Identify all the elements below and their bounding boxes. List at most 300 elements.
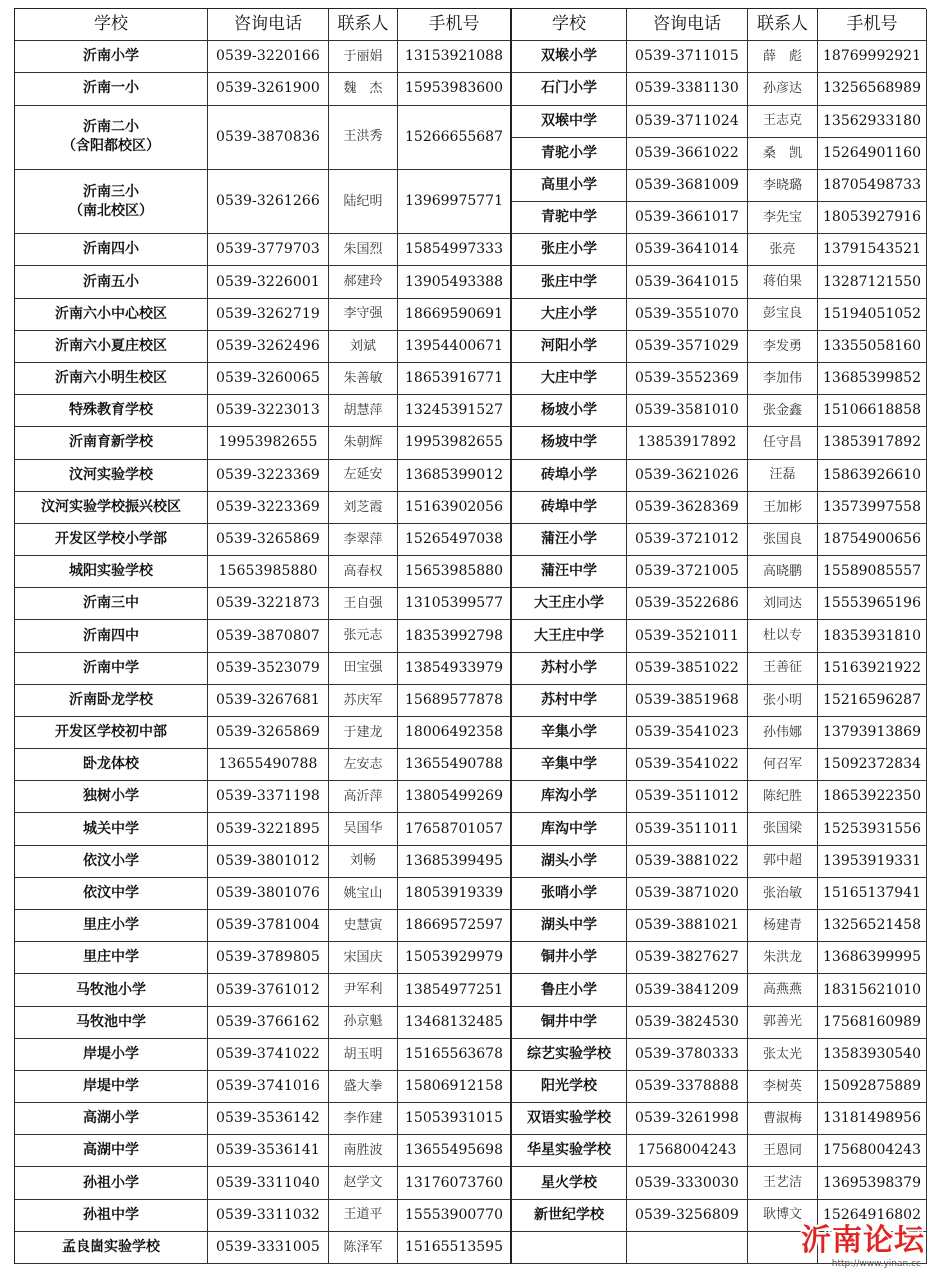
school-name-cell: 青驼中学 xyxy=(512,202,627,234)
school-name-cell: 马牧池中学 xyxy=(15,1007,208,1039)
contact-person-cell: 张太光 xyxy=(748,1039,818,1071)
school-name-cell: 汶河实验学校振兴校区 xyxy=(15,492,208,524)
mobile-number-cell: 15253931556 xyxy=(818,813,927,845)
contact-person-cell: 李晓璐 xyxy=(748,170,818,202)
mobile-number-cell: 18669572597 xyxy=(398,910,512,942)
consult-phone-cell: 0539-3262496 xyxy=(208,331,329,363)
school-name-cell: 沂南四中 xyxy=(15,620,208,652)
contact-person-cell: 汪磊 xyxy=(748,460,818,492)
school-name-cell: 杨坡中学 xyxy=(512,427,627,459)
contact-person-cell: 曹淑梅 xyxy=(748,1103,818,1135)
contact-person-cell: 桑 凯 xyxy=(748,138,818,170)
consult-phone-cell: 0539-3801076 xyxy=(208,878,329,910)
contact-person-cell: 张国良 xyxy=(748,524,818,556)
school-name-cell: 独树小学 xyxy=(15,781,208,813)
consult-phone-cell: 0539-3536141 xyxy=(208,1135,329,1167)
consult-phone-cell: 0539-3741022 xyxy=(208,1039,329,1071)
school-name-cell: 高里小学 xyxy=(512,170,627,202)
consult-phone-cell: 0539-3330030 xyxy=(627,1167,748,1199)
contact-person-cell: 高沂萍 xyxy=(329,781,398,813)
contact-person-cell: 朱善敏 xyxy=(329,363,398,395)
school-name-cell: 孙祖小学 xyxy=(15,1167,208,1199)
consult-phone-cell: 0539-3511012 xyxy=(627,781,748,813)
school-name-cell: 沂南二小 （含阳都校区） xyxy=(15,106,208,170)
contact-person-cell: 孙伟娜 xyxy=(748,717,818,749)
consult-phone-cell: 19953982655 xyxy=(208,427,329,459)
header-consult-phone: 咨询电话 xyxy=(208,9,329,41)
school-name-cell: 杨坡小学 xyxy=(512,395,627,427)
consult-phone-cell: 0539-3581010 xyxy=(627,395,748,427)
school-name-cell: 高湖中学 xyxy=(15,1135,208,1167)
mobile-number-cell: 13685399012 xyxy=(398,460,512,492)
mobile-number-cell: 13245391527 xyxy=(398,395,512,427)
contact-person-cell: 李加伟 xyxy=(748,363,818,395)
school-name-cell: 大王庄小学 xyxy=(512,588,627,620)
school-name-cell: 辛集小学 xyxy=(512,717,627,749)
contact-person-cell: 孙彦达 xyxy=(748,73,818,105)
mobile-number-cell: 18754900656 xyxy=(818,524,927,556)
consult-phone-cell: 0539-3870807 xyxy=(208,620,329,652)
contact-person-cell: 杜以专 xyxy=(748,620,818,652)
school-name-cell: 沂南中学 xyxy=(15,653,208,685)
mobile-number-cell: 13695398379 xyxy=(818,1167,927,1199)
mobile-number-cell: 15264901160 xyxy=(818,138,927,170)
empty-cell xyxy=(512,1232,627,1264)
mobile-number-cell: 15953983600 xyxy=(398,73,512,105)
consult-phone-cell: 0539-3541023 xyxy=(627,717,748,749)
consult-phone-cell: 0539-3721012 xyxy=(627,524,748,556)
contact-person-cell: 陈纪胜 xyxy=(748,781,818,813)
mobile-number-cell: 15806912158 xyxy=(398,1071,512,1103)
consult-phone-cell: 0539-3801012 xyxy=(208,846,329,878)
mobile-number-cell: 13805499269 xyxy=(398,781,512,813)
school-name-cell: 苏村中学 xyxy=(512,685,627,717)
school-name-cell: 张庄中学 xyxy=(512,266,627,298)
school-name-cell: 双堠中学 xyxy=(512,106,627,138)
mobile-number-cell: 18669590691 xyxy=(398,299,512,331)
mobile-number-cell: 13905493388 xyxy=(398,266,512,298)
mobile-number-cell: 13176073760 xyxy=(398,1167,512,1199)
mobile-number-cell: 18653916771 xyxy=(398,363,512,395)
mobile-number-cell: 13153921088 xyxy=(398,41,512,73)
mobile-number-cell: 15653985880 xyxy=(398,556,512,588)
contact-person-cell: 史慧寅 xyxy=(329,910,398,942)
consult-phone-cell: 0539-3851968 xyxy=(627,685,748,717)
consult-phone-cell: 0539-3261900 xyxy=(208,73,329,105)
contact-person-cell: 王自强 xyxy=(329,588,398,620)
consult-phone-cell: 0539-3779703 xyxy=(208,234,329,266)
header-mobile-number: 手机号 xyxy=(398,9,512,41)
school-name-cell: 双堠小学 xyxy=(512,41,627,73)
contact-person-cell: 高晓鹏 xyxy=(748,556,818,588)
school-name-cell: 大王庄中学 xyxy=(512,620,627,652)
school-name-cell: 孟良崮实验学校 xyxy=(15,1232,208,1264)
school-name-cell: 开发区学校小学部 xyxy=(15,524,208,556)
contact-person-cell: 郭中超 xyxy=(748,846,818,878)
mobile-number-cell: 18053927916 xyxy=(818,202,927,234)
contact-person-cell: 王善征 xyxy=(748,653,818,685)
consult-phone-cell: 0539-3331005 xyxy=(208,1232,329,1264)
school-name-cell: 砖埠小学 xyxy=(512,460,627,492)
contact-person-cell: 张国梁 xyxy=(748,813,818,845)
mobile-number-cell: 18705498733 xyxy=(818,170,927,202)
contact-person-cell: 尹军利 xyxy=(329,974,398,1006)
mobile-number-cell: 13853917892 xyxy=(818,427,927,459)
school-name-cell: 岸堤小学 xyxy=(15,1039,208,1071)
contact-person-cell: 任守昌 xyxy=(748,427,818,459)
school-name-cell: 华星实验学校 xyxy=(512,1135,627,1167)
school-name-cell: 沂南卧龙学校 xyxy=(15,685,208,717)
consult-phone-cell: 0539-3781004 xyxy=(208,910,329,942)
mobile-number-cell: 17568160989 xyxy=(818,1007,927,1039)
school-name-cell: 沂南六小中心校区 xyxy=(15,299,208,331)
school-name-cell: 辛集中学 xyxy=(512,749,627,781)
school-name-cell: 沂南育新学校 xyxy=(15,427,208,459)
consult-phone-cell: 0539-3262719 xyxy=(208,299,329,331)
school-name-cell: 阳光学校 xyxy=(512,1071,627,1103)
consult-phone-cell: 13655490788 xyxy=(208,749,329,781)
mobile-number-cell: 15689577878 xyxy=(398,685,512,717)
mobile-number-cell: 18769992921 xyxy=(818,41,927,73)
mobile-number-cell: 13791543521 xyxy=(818,234,927,266)
contact-person-cell: 朱朝辉 xyxy=(329,427,398,459)
school-name-cell: 马牧池小学 xyxy=(15,974,208,1006)
contact-person-cell: 陈泽军 xyxy=(329,1232,398,1264)
contact-person-cell: 魏 杰 xyxy=(329,73,398,105)
school-name-cell: 库沟小学 xyxy=(512,781,627,813)
mobile-number-cell: 15863926610 xyxy=(818,460,927,492)
mobile-number-cell: 15163921922 xyxy=(818,653,927,685)
contact-person-cell: 宋国庆 xyxy=(329,942,398,974)
consult-phone-cell: 0539-3511011 xyxy=(627,813,748,845)
mobile-number-cell: 13685399495 xyxy=(398,846,512,878)
header-contact-person: 联系人 xyxy=(748,9,818,41)
contact-person-cell: 李先宝 xyxy=(748,202,818,234)
school-name-cell: 张哨小学 xyxy=(512,878,627,910)
school-name-cell: 张庄小学 xyxy=(512,234,627,266)
contact-person-cell: 张亮 xyxy=(748,234,818,266)
consult-phone-cell: 0539-3265869 xyxy=(208,524,329,556)
header-mobile-number: 手机号 xyxy=(818,9,927,41)
contact-person-cell: 田宝强 xyxy=(329,653,398,685)
contact-person-cell: 杨建青 xyxy=(748,910,818,942)
mobile-number-cell: 13953919331 xyxy=(818,846,927,878)
mobile-number-cell: 13655490788 xyxy=(398,749,512,781)
contact-person-cell: 苏庆军 xyxy=(329,685,398,717)
consult-phone-cell: 0539-3311032 xyxy=(208,1200,329,1232)
contact-person-cell: 张治敏 xyxy=(748,878,818,910)
mobile-number-cell: 15092372834 xyxy=(818,749,927,781)
mobile-number-cell: 15165563678 xyxy=(398,1039,512,1071)
consult-phone-cell: 0539-3628369 xyxy=(627,492,748,524)
consult-phone-cell: 0539-3881021 xyxy=(627,910,748,942)
mobile-number-cell: 18353992798 xyxy=(398,620,512,652)
mobile-number-cell: 15092875889 xyxy=(818,1071,927,1103)
consult-phone-cell: 0539-3371198 xyxy=(208,781,329,813)
school-name-cell: 里庄小学 xyxy=(15,910,208,942)
contact-person-cell: 刘斌 xyxy=(329,331,398,363)
consult-phone-cell: 0539-3711015 xyxy=(627,41,748,73)
consult-phone-cell: 0539-3223013 xyxy=(208,395,329,427)
mobile-number-cell: 15106618858 xyxy=(818,395,927,427)
contact-person-cell: 薛 彪 xyxy=(748,41,818,73)
consult-phone-cell: 0539-3681009 xyxy=(627,170,748,202)
contact-person-cell: 高春权 xyxy=(329,556,398,588)
header-contact-person: 联系人 xyxy=(329,9,398,41)
consult-phone-cell: 0539-3641015 xyxy=(627,266,748,298)
contact-person-cell: 蒋伯果 xyxy=(748,266,818,298)
mobile-number-cell: 13854933979 xyxy=(398,653,512,685)
contact-person-cell: 赵学文 xyxy=(329,1167,398,1199)
mobile-number-cell: 15163902056 xyxy=(398,492,512,524)
contact-person-cell: 王恩同 xyxy=(748,1135,818,1167)
mobile-number-cell: 13105399577 xyxy=(398,588,512,620)
consult-phone-cell: 0539-3641014 xyxy=(627,234,748,266)
consult-phone-cell: 0539-3780333 xyxy=(627,1039,748,1071)
consult-phone-cell: 0539-3378888 xyxy=(627,1071,748,1103)
school-name-cell: 大庄小学 xyxy=(512,299,627,331)
school-name-cell: 铜井中学 xyxy=(512,1007,627,1039)
consult-phone-cell: 0539-3536142 xyxy=(208,1103,329,1135)
school-name-cell: 鲁庄小学 xyxy=(512,974,627,1006)
contact-person-cell: 胡慧萍 xyxy=(329,395,398,427)
contact-person-cell: 李发勇 xyxy=(748,331,818,363)
consult-phone-cell: 0539-3870836 xyxy=(208,106,329,170)
school-name-cell: 沂南一小 xyxy=(15,73,208,105)
contact-person-cell: 王志克 xyxy=(748,106,818,138)
consult-phone-cell: 0539-3265869 xyxy=(208,717,329,749)
mobile-number-cell: 15053929979 xyxy=(398,942,512,974)
school-name-cell: 高湖小学 xyxy=(15,1103,208,1135)
consult-phone-cell: 0539-3261998 xyxy=(627,1103,748,1135)
consult-phone-cell: 0539-3824530 xyxy=(627,1007,748,1039)
mobile-number-cell: 17658701057 xyxy=(398,813,512,845)
school-contact-table xyxy=(14,8,926,1264)
mobile-number-cell: 13854977251 xyxy=(398,974,512,1006)
contact-person-cell: 张小明 xyxy=(748,685,818,717)
forum-watermark: 沂南论坛 xyxy=(801,1223,925,1258)
school-name-cell: 依汶小学 xyxy=(15,846,208,878)
consult-phone-cell: 0539-3523079 xyxy=(208,653,329,685)
consult-phone-cell: 0539-3381130 xyxy=(627,73,748,105)
contact-person-cell: 李翠萍 xyxy=(329,524,398,556)
school-name-cell: 蒲汪中学 xyxy=(512,556,627,588)
mobile-number-cell: 19953982655 xyxy=(398,427,512,459)
contact-person-cell: 左延安 xyxy=(329,460,398,492)
school-name-cell: 铜井小学 xyxy=(512,942,627,974)
consult-phone-cell: 0539-3621026 xyxy=(627,460,748,492)
mobile-number-cell: 13685399852 xyxy=(818,363,927,395)
mobile-number-cell: 18653922350 xyxy=(818,781,927,813)
school-name-cell: 砖埠中学 xyxy=(512,492,627,524)
school-name-cell: 双语实验学校 xyxy=(512,1103,627,1135)
contact-person-cell: 南胜波 xyxy=(329,1135,398,1167)
mobile-number-cell: 15553965196 xyxy=(818,588,927,620)
consult-phone-cell: 0539-3267681 xyxy=(208,685,329,717)
mobile-number-cell: 15265497038 xyxy=(398,524,512,556)
consult-phone-cell: 0539-3223369 xyxy=(208,460,329,492)
mobile-number-cell: 18053919339 xyxy=(398,878,512,910)
empty-cell xyxy=(627,1232,748,1264)
school-name-cell: 库沟中学 xyxy=(512,813,627,845)
school-name-cell: 开发区学校初中部 xyxy=(15,717,208,749)
school-name-cell: 沂南四小 xyxy=(15,234,208,266)
consult-phone-cell: 0539-3766162 xyxy=(208,1007,329,1039)
mobile-number-cell: 13355058160 xyxy=(818,331,927,363)
contact-person-cell: 姚宝山 xyxy=(329,878,398,910)
school-name-cell: 城阳实验学校 xyxy=(15,556,208,588)
school-name-cell: 河阳小学 xyxy=(512,331,627,363)
consult-phone-cell: 0539-3552369 xyxy=(627,363,748,395)
school-name-cell: 综艺实验学校 xyxy=(512,1039,627,1071)
mobile-number-cell: 15165137941 xyxy=(818,878,927,910)
consult-phone-cell: 0539-3661017 xyxy=(627,202,748,234)
contact-person-cell: 于建龙 xyxy=(329,717,398,749)
consult-phone-cell: 0539-3521011 xyxy=(627,620,748,652)
consult-phone-cell: 0539-3789805 xyxy=(208,942,329,974)
mobile-number-cell: 15216596287 xyxy=(818,685,927,717)
school-name-cell: 沂南三小 （南北校区） xyxy=(15,170,208,234)
header-school-name: 学校 xyxy=(15,9,208,41)
contact-person-cell: 张元志 xyxy=(329,620,398,652)
contact-person-cell: 孙京魁 xyxy=(329,1007,398,1039)
school-name-cell: 新世纪学校 xyxy=(512,1200,627,1232)
consult-phone-cell: 0539-3841209 xyxy=(627,974,748,1006)
school-name-cell: 卧龙体校 xyxy=(15,749,208,781)
school-name-cell: 依汶中学 xyxy=(15,878,208,910)
mobile-number-cell: 15266655687 xyxy=(398,106,512,170)
consult-phone-cell: 0539-3226001 xyxy=(208,266,329,298)
contact-person-cell: 陆纪明 xyxy=(329,170,398,234)
forum-watermark-url: http://www.yinan.cc xyxy=(831,1259,921,1269)
contact-person-cell: 何召军 xyxy=(748,749,818,781)
contact-person-cell: 彭宝良 xyxy=(748,299,818,331)
school-name-cell: 湖头小学 xyxy=(512,846,627,878)
school-name-cell: 苏村小学 xyxy=(512,653,627,685)
mobile-number-cell: 18006492358 xyxy=(398,717,512,749)
school-name-cell: 沂南小学 xyxy=(15,41,208,73)
consult-phone-cell: 0539-3541022 xyxy=(627,749,748,781)
mobile-number-cell: 13969975771 xyxy=(398,170,512,234)
mobile-number-cell: 15165513595 xyxy=(398,1232,512,1264)
school-name-cell: 汶河实验学校 xyxy=(15,460,208,492)
school-name-cell: 蒲汪小学 xyxy=(512,524,627,556)
contact-person-cell: 于丽娟 xyxy=(329,41,398,73)
mobile-number-cell: 13468132485 xyxy=(398,1007,512,1039)
contact-person-cell: 郭善光 xyxy=(748,1007,818,1039)
school-name-cell: 大庄中学 xyxy=(512,363,627,395)
school-name-cell: 特殊教育学校 xyxy=(15,395,208,427)
school-name-cell: 沂南六小明生校区 xyxy=(15,363,208,395)
mobile-number-cell: 13256568989 xyxy=(818,73,927,105)
header-consult-phone: 咨询电话 xyxy=(627,9,748,41)
contact-person-cell: 刘同达 xyxy=(748,588,818,620)
contact-person-cell: 朱洪龙 xyxy=(748,942,818,974)
contact-person-cell: 高燕燕 xyxy=(748,974,818,1006)
mobile-number-cell: 17568004243 xyxy=(818,1135,927,1167)
consult-phone-cell: 0539-3851022 xyxy=(627,653,748,685)
mobile-number-cell: 18315621010 xyxy=(818,974,927,1006)
consult-phone-cell: 0539-3871020 xyxy=(627,878,748,910)
consult-phone-cell: 0539-3220166 xyxy=(208,41,329,73)
mobile-number-cell: 13256521458 xyxy=(818,910,927,942)
consult-phone-cell: 0539-3256809 xyxy=(627,1200,748,1232)
consult-phone-cell: 0539-3827627 xyxy=(627,942,748,974)
mobile-number-cell: 13954400671 xyxy=(398,331,512,363)
contact-person-cell: 左安志 xyxy=(329,749,398,781)
school-name-cell: 沂南五小 xyxy=(15,266,208,298)
contact-person-cell: 李守强 xyxy=(329,299,398,331)
consult-phone-cell: 17568004243 xyxy=(627,1135,748,1167)
mobile-number-cell: 13573997558 xyxy=(818,492,927,524)
header-school-name: 学校 xyxy=(512,9,627,41)
consult-phone-cell: 0539-3260065 xyxy=(208,363,329,395)
school-name-cell: 孙祖中学 xyxy=(15,1200,208,1232)
consult-phone-cell: 0539-3721005 xyxy=(627,556,748,588)
mobile-number-cell: 15053931015 xyxy=(398,1103,512,1135)
mobile-number-cell: 15553900770 xyxy=(398,1200,512,1232)
consult-phone-cell: 0539-3711024 xyxy=(627,106,748,138)
contact-person-cell: 张金鑫 xyxy=(748,395,818,427)
mobile-number-cell: 15194051052 xyxy=(818,299,927,331)
mobile-number-cell: 13655495698 xyxy=(398,1135,512,1167)
contact-person-cell: 李作建 xyxy=(329,1103,398,1135)
school-name-cell: 里庄中学 xyxy=(15,942,208,974)
consult-phone-cell: 0539-3661022 xyxy=(627,138,748,170)
mobile-number-cell: 13686399995 xyxy=(818,942,927,974)
consult-phone-cell: 0539-3741016 xyxy=(208,1071,329,1103)
school-name-cell: 青驼小学 xyxy=(512,138,627,170)
mobile-number-cell: 13562933180 xyxy=(818,106,927,138)
contact-person-cell: 朱国烈 xyxy=(329,234,398,266)
mobile-number-cell: 13793913869 xyxy=(818,717,927,749)
consult-phone-cell: 0539-3221873 xyxy=(208,588,329,620)
contact-person-cell: 胡玉明 xyxy=(329,1039,398,1071)
consult-phone-cell: 0539-3522686 xyxy=(627,588,748,620)
mobile-number-cell: 18353931810 xyxy=(818,620,927,652)
consult-phone-cell: 15653985880 xyxy=(208,556,329,588)
consult-phone-cell: 0539-3761012 xyxy=(208,974,329,1006)
consult-phone-cell: 0539-3571029 xyxy=(627,331,748,363)
contact-person-cell: 王加彬 xyxy=(748,492,818,524)
mobile-number-cell: 13583930540 xyxy=(818,1039,927,1071)
contact-person-cell: 王艺洁 xyxy=(748,1167,818,1199)
consult-phone-cell: 13853917892 xyxy=(627,427,748,459)
consult-phone-cell: 0539-3551070 xyxy=(627,299,748,331)
school-name-cell: 沂南三中 xyxy=(15,588,208,620)
consult-phone-cell: 0539-3223369 xyxy=(208,492,329,524)
mobile-number-cell: 15589085557 xyxy=(818,556,927,588)
consult-phone-cell: 0539-3261266 xyxy=(208,170,329,234)
contact-person-cell: 王道平 xyxy=(329,1200,398,1232)
contact-person-cell: 耿博文 xyxy=(748,1200,818,1232)
consult-phone-cell: 0539-3311040 xyxy=(208,1167,329,1199)
school-name-cell: 湖头中学 xyxy=(512,910,627,942)
school-name-cell: 石门小学 xyxy=(512,73,627,105)
contact-person-cell: 盛大拳 xyxy=(329,1071,398,1103)
school-name-cell: 城关中学 xyxy=(15,813,208,845)
contact-person-cell: 王洪秀 xyxy=(329,106,398,170)
contact-person-cell: 刘芝霞 xyxy=(329,492,398,524)
mobile-number-cell: 13181498956 xyxy=(818,1103,927,1135)
contact-person-cell: 李树英 xyxy=(748,1071,818,1103)
school-name-cell: 沂南六小夏庄校区 xyxy=(15,331,208,363)
school-name-cell: 星火学校 xyxy=(512,1167,627,1199)
mobile-number-cell: 13287121550 xyxy=(818,266,927,298)
contact-person-cell: 郝建玲 xyxy=(329,266,398,298)
school-name-cell: 岸堤中学 xyxy=(15,1071,208,1103)
consult-phone-cell: 0539-3221895 xyxy=(208,813,329,845)
